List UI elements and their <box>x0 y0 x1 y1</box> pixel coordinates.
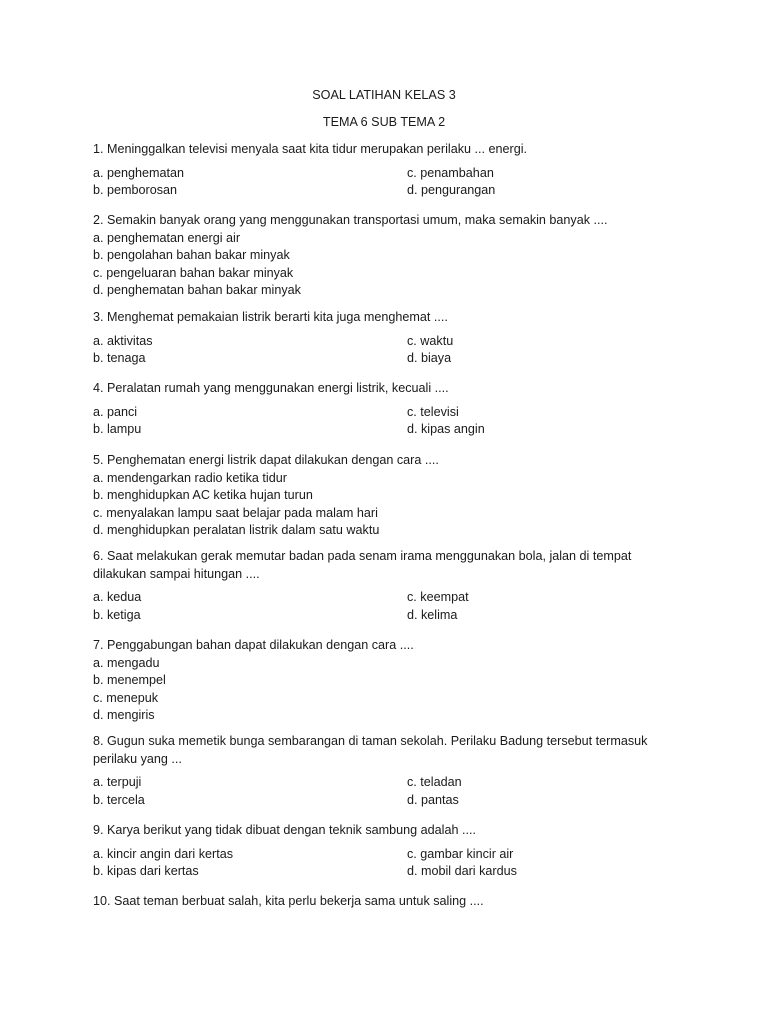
question-9 <box>93 822 693 881</box>
question-7 <box>93 637 693 725</box>
option-list <box>93 470 693 540</box>
question-stem: 4. Peralatan rumah yang menggunakan energi listrik, kecuali .... <box>93 381 449 395</box>
option-d: d. mobil dari kardus <box>407 864 517 878</box>
option-a: a. penghematan energi air <box>93 230 241 245</box>
option-grid <box>93 774 693 809</box>
question-1 <box>93 141 693 200</box>
option-b: b. menghidupkan AC ketika hujan turun <box>93 488 313 502</box>
option-d: d. menghidupkan peralatan listrik dalam satu waktu <box>93 523 380 537</box>
option-c: c. penambahan <box>407 165 494 180</box>
question-stem: 5. Penghematan energi listrik dapat dilakukan dengan cara .... <box>93 453 439 467</box>
option-b: b. kipas dari kertas <box>93 864 199 878</box>
option-list <box>93 230 693 300</box>
option-c: c. gambar kincir air <box>407 846 514 861</box>
option-c: c. teladan <box>407 775 462 789</box>
question-5 <box>93 452 693 540</box>
option-grid <box>93 846 693 881</box>
option-c: c. menyalakan lampu saat belajar pada malam hari <box>93 505 378 520</box>
option-c: c. pengeluaran bahan bakar minyak <box>93 265 294 280</box>
question-stem-line-2: dilakukan sampai hitungan .... <box>93 566 260 581</box>
option-d: d. kelima <box>407 607 458 622</box>
option-a: a. mendengarkan radio ketika tidur <box>93 470 287 485</box>
question-stem-line-1: 8. Gugun suka memetik bunga sembarangan di taman sekolah. Perilaku Badung tersebut termasuk <box>93 734 648 748</box>
question-6 <box>93 548 693 624</box>
option-b: b. lampu <box>93 422 142 436</box>
option-a: a. aktivitas <box>93 333 153 348</box>
option-d: d. penghematan bahan bakar minyak <box>93 283 301 297</box>
option-grid <box>93 589 693 624</box>
option-c: c. menepuk <box>93 690 159 705</box>
option-b: b. tenaga <box>93 351 146 365</box>
option-b: b. tercela <box>93 792 145 807</box>
option-d: d. pengurangan <box>407 183 496 197</box>
question-stem: 9. Karya berikut yang tidak dibuat dengan teknik sambung adalah .... <box>93 823 476 837</box>
option-c: c. waktu <box>407 333 454 348</box>
option-grid <box>93 165 693 200</box>
question-stem: 3. Menghemat pemakaian listrik berarti kita juga menghemat .... <box>93 310 448 324</box>
question-stem-line-2: perilaku yang ... <box>93 751 182 766</box>
question-stem: 1. Meninggalkan televisi menyala saat kita tidur merupakan perilaku ... energi. <box>93 142 528 156</box>
option-grid <box>93 404 693 439</box>
page-subtitle: TEMA 6 SUB TEMA 2 <box>322 115 446 129</box>
option-a: a. terpuji <box>93 775 142 789</box>
option-a: a. kincir angin dari kertas <box>93 846 233 861</box>
option-b: b. pemborosan <box>93 183 178 197</box>
option-grid <box>93 333 693 368</box>
option-list <box>93 655 693 725</box>
question-3 <box>93 309 693 368</box>
question-4 <box>93 380 693 439</box>
question-stem: 7. Penggabungan bahan dapat dilakukan dengan cara .... <box>93 638 414 652</box>
option-b: b. menempel <box>93 673 166 687</box>
page-title: SOAL LATIHAN KELAS 3 <box>312 88 456 102</box>
question-stem: 2. Semakin banyak orang yang menggunakan transportasi umum, maka semakin banyak .... <box>93 213 608 227</box>
option-c: c. keempat <box>407 590 469 604</box>
option-a: a. kedua <box>93 590 142 604</box>
question-stem-line-1: 6. Saat melakukan gerak memutar badan pada senam irama menggunakan bola, jalan di tempat <box>93 549 632 563</box>
option-b: b. ketiga <box>93 607 141 622</box>
option-b: b. pengolahan bahan bakar minyak <box>93 248 290 262</box>
option-a: a. mengadu <box>93 655 160 670</box>
option-d: d. biaya <box>407 351 452 365</box>
option-a: a. panci <box>93 404 138 419</box>
question-8 <box>93 733 693 809</box>
option-c: c. televisi <box>407 404 459 419</box>
option-a: a. penghematan <box>93 165 185 180</box>
option-d: d. kipas angin <box>407 422 485 436</box>
question-10 <box>93 893 693 911</box>
question-2 <box>93 212 693 300</box>
option-d: d. mengiris <box>93 708 155 722</box>
option-d: d. pantas <box>407 792 459 807</box>
question-stem: 10. Saat teman berbuat salah, kita perlu bekerja sama untuk saling .... <box>93 894 484 908</box>
